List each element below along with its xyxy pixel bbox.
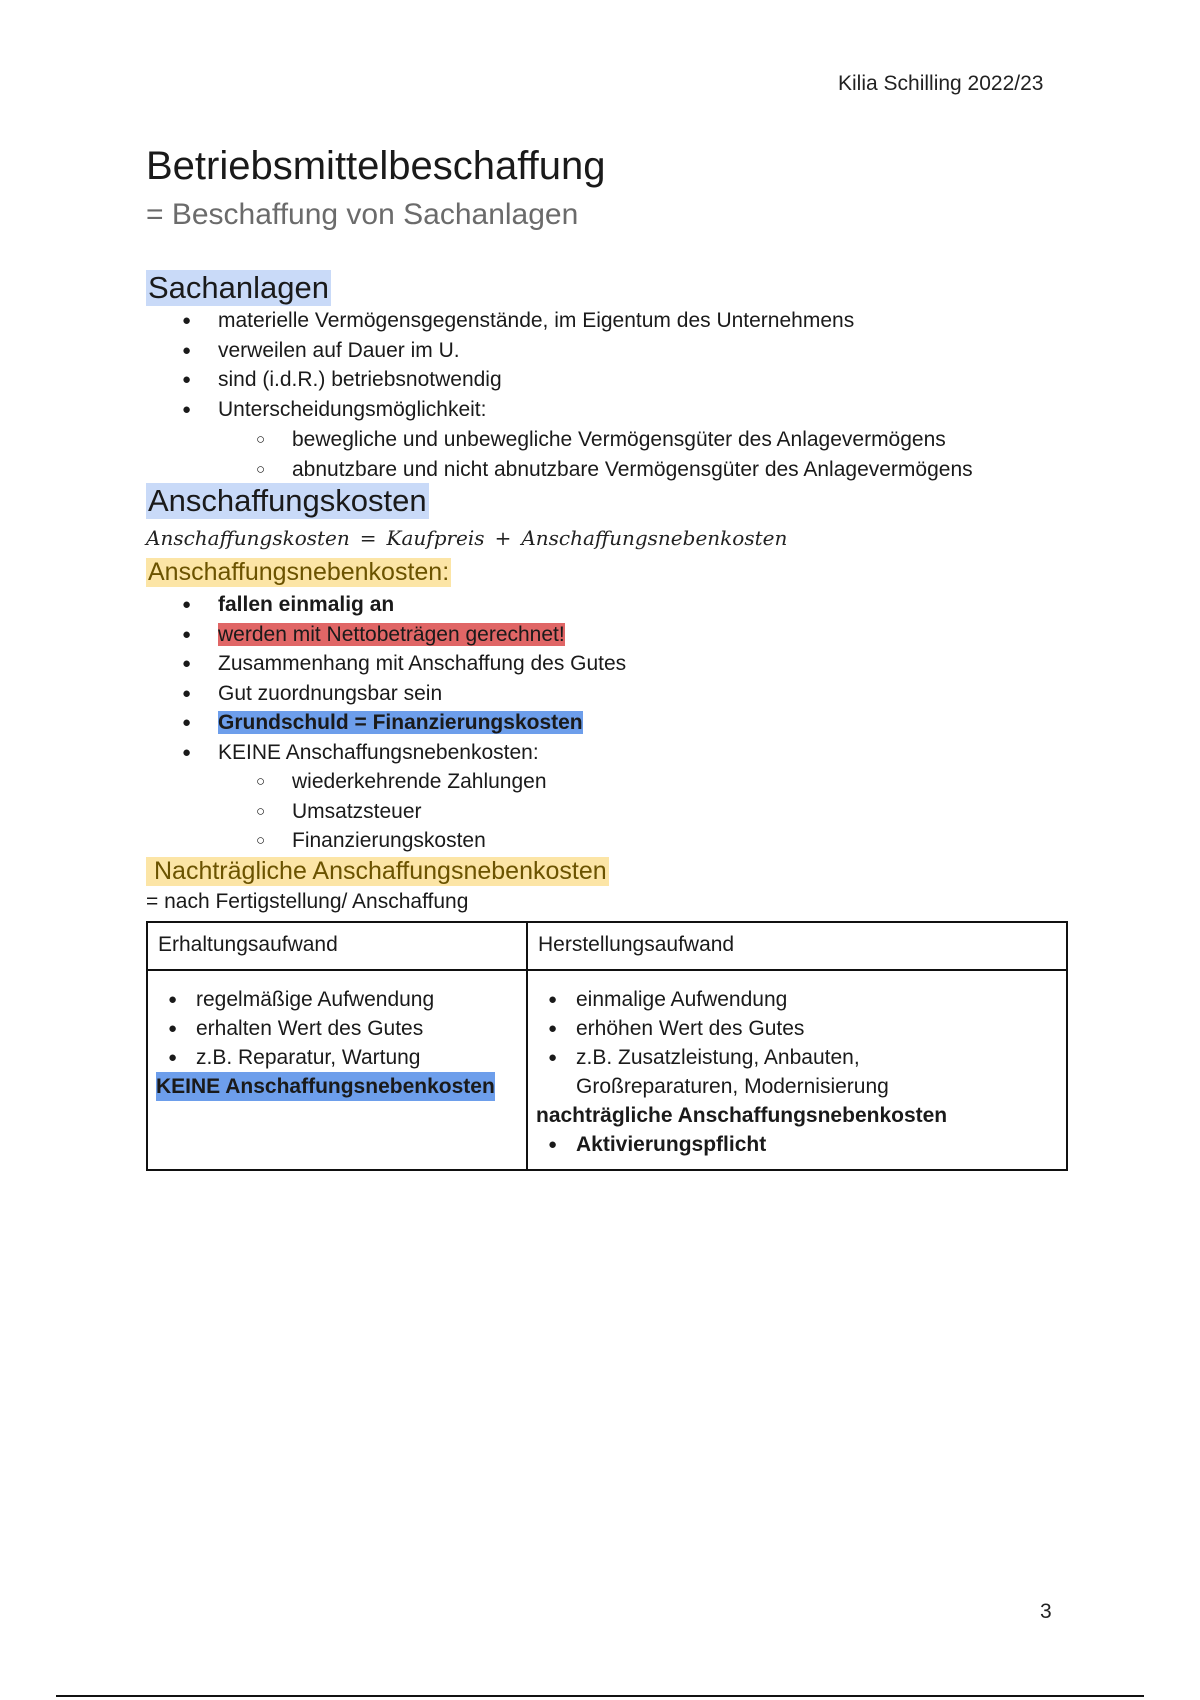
list-item: ○ wiederkehrende Zahlungen	[254, 767, 547, 797]
sachanlagen-sublist	[254, 425, 973, 484]
list-item: ● KEINE Anschaffungsnebenkosten:	[180, 738, 626, 768]
heading-anschaffungsnebenkosten: Anschaffungsnebenkosten:	[148, 558, 450, 586]
list-item: ● regelmäßige Aufwendung	[148, 985, 526, 1014]
formula-equals: =	[359, 526, 377, 550]
list-item: ● fallen einmalig an	[180, 590, 626, 620]
table-cell-erhaltungsaufwand	[147, 970, 527, 1170]
nebenkosten-sublist	[254, 767, 547, 856]
sachanlagen-list	[180, 306, 854, 424]
heading-nachtraegliche: Nachträgliche Anschaffungsnebenkosten	[146, 857, 609, 886]
erhaltung-list	[148, 985, 526, 1072]
page-subtitle: = Beschaffung von Sachanlagen	[146, 198, 579, 231]
list-item: ● einmalige Aufwendung	[528, 985, 1066, 1014]
list-item-highlighted-red: ● werden mit Nettobeträgen gerechnet!	[180, 620, 626, 650]
list-item: ○ abnutzbare und nicht abnutzbare Vermögensgüter des Anlagevermögens	[254, 455, 973, 485]
list-item: ○ Finanzierungskosten	[254, 826, 547, 856]
formula-term-nebenkosten: Anschaffungsnebenkosten	[521, 526, 788, 550]
formula-lhs: Anschaffungskosten	[146, 526, 350, 550]
formula-term-kaufpreis: Kaufpreis	[386, 526, 485, 550]
herstellung-list	[528, 985, 1066, 1101]
table-header-erhaltungsaufwand: Erhaltungsaufwand	[147, 922, 527, 970]
page-number: 3	[1040, 1600, 1052, 1623]
aufwand-table	[146, 921, 1068, 1171]
footer-divider	[56, 1695, 1144, 1697]
list-item: ● Zusammenhang mit Anschaffung des Gutes	[180, 649, 626, 679]
table-header-row	[147, 922, 1067, 970]
formula-anschaffungskosten	[146, 526, 787, 550]
list-item: ● Unterscheidungsmöglichkeit:	[180, 395, 854, 425]
list-item: ● Aktivierungspflicht	[528, 1130, 1066, 1159]
table-cell-herstellungsaufwand	[527, 970, 1067, 1170]
page-title: Betriebsmittelbeschaffung	[146, 144, 606, 188]
nebenkosten-list	[180, 590, 626, 767]
formula-plus: +	[494, 526, 512, 550]
list-item: ● z.B. Zusatzleistung, Anbauten, Großreparaturen, Modernisierung	[528, 1043, 1066, 1101]
list-item: ● erhöhen Wert des Gutes	[528, 1014, 1066, 1043]
list-item: ● Gut zuordnungsbar sein	[180, 679, 626, 709]
list-item: ○ Umsatzsteuer	[254, 797, 547, 827]
author-year: Kilia Schilling 2022/23	[838, 72, 1044, 95]
list-item: ● erhalten Wert des Gutes	[148, 1014, 526, 1043]
list-item: ● materielle Vermögensgegenstände, im Eigentum des Unternehmens	[180, 306, 854, 336]
list-item: ● z.B. Reparatur, Wartung	[148, 1043, 526, 1072]
list-item-highlighted-blue: ● Grundschuld = Finanzierungskosten	[180, 708, 626, 738]
list-item: ○ bewegliche und unbewegliche Vermögensgüter des Anlagevermögens	[254, 425, 973, 455]
list-item: ● sind (i.d.R.) betriebsnotwendig	[180, 365, 854, 395]
heading-sachanlagen: Sachanlagen	[148, 270, 329, 305]
table-row	[147, 970, 1067, 1170]
definition-nachtraegliche: = nach Fertigstellung/ Anschaffung	[146, 890, 469, 913]
table-header-herstellungsaufwand: Herstellungsaufwand	[527, 922, 1067, 970]
herstellung-sublist	[528, 1130, 1066, 1159]
herstellung-note: nachträgliche Anschaffungsnebenkosten	[536, 1104, 948, 1127]
erhaltung-note: KEINE Anschaffungsnebenkosten	[148, 1072, 526, 1101]
list-item: ● verweilen auf Dauer im U.	[180, 336, 854, 366]
heading-anschaffungskosten: Anschaffungskosten	[148, 483, 427, 518]
